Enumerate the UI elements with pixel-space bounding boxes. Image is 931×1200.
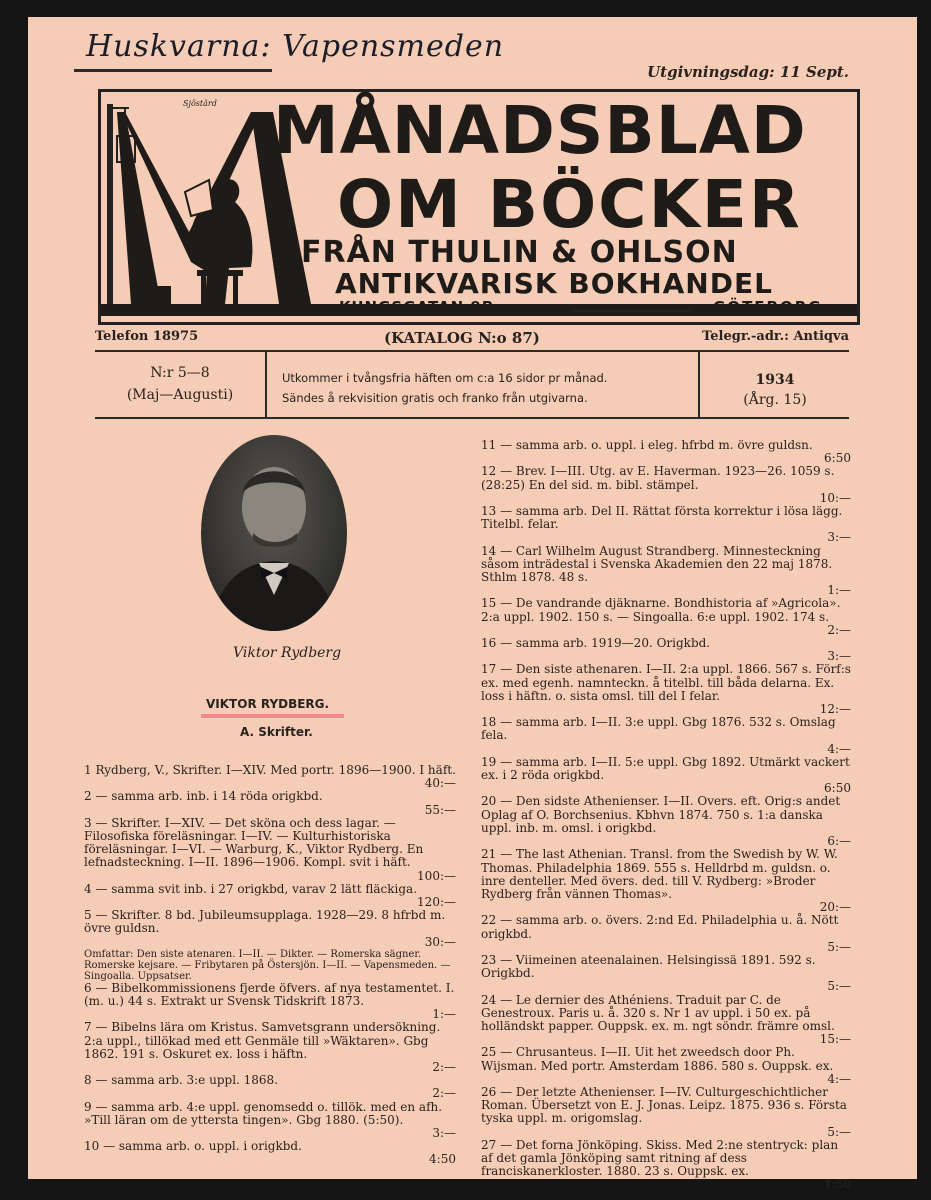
header-rule-top: [95, 350, 849, 352]
handwritten-note: Huskvarna: Vapensmeden: [86, 29, 505, 64]
telegram-address: Telegr.-adr.: Antiqva: [702, 329, 849, 344]
list-item-note: Omfattar: Den siste atenaren. I—II. — Dikter. — Romerska sägner. Romerske kejsare. — Fribytaren på Östersjön. I—II. — Vapensmeden. — Singoalla. Uppsatser.: [84, 948, 451, 982]
list-item: 2 — samma arb. inb. i 14 röda origkbd. 55:—: [84, 789, 456, 817]
masthead-dash: [571, 310, 691, 312]
list-item: 15 — De vandrande djäknarne. Bondhistoria af »Agricola». 2:a uppl. 1902. 150 s. — Singoalla. 6:e uppl. 1902. 174 s. 2:—: [481, 596, 851, 637]
portrait-signature: Viktor Rydberg: [233, 645, 342, 661]
list-item: 3 — Skrifter. I—XIV. — Det sköna och dess lagar. — Filosofiska föreläsningar. I—IV. — Kulturhistoriska föreläsningar. I—VI. — Warburg, K., Viktor Rydberg. En lefnadsteckning. I—II. 1896—1906. Kompl. svit i häft. 100:—: [84, 815, 456, 883]
header-divider-left: [265, 350, 267, 417]
section-title: VIKTOR RYDBERG.: [206, 697, 330, 711]
masthead-city: GÖTEBORG: [713, 298, 823, 316]
masthead-line2: OM BÖCKER: [337, 166, 802, 243]
list-item: 18 — samma arb. I—II. 3:e uppl. Gbg 1876. 532 s. Omslag fela. 4:—: [481, 715, 851, 756]
artist-signature: Sjöstärd: [183, 99, 217, 108]
list-item: 7 — Bibelns lära om Kristus. Samvetsgrann undersökning. 2:a uppl., tillökad med ett Genmäle till »Wäktaren». Gbg 1862. 191 s. Oskuret ex. loss i häftn. 2:—: [84, 1020, 456, 1075]
list-item: 21 — The last Athenian. Transl. from the Swedish by W. W. Thomas. Philadelphia 1869. 555 s. Helldrbd m. guldsn. o. inre denteller. Med övers. ded. till V. Rydberg: »Broder Rydberg från vännen Thomas». 20:—: [481, 847, 851, 915]
left-column: [84, 764, 456, 1167]
list-item: 9 — samma arb. 4:e uppl. genomsedd o. tillök. med en afh. »Till läran om de yttersta tingen». Gbg 1880. (5:50). 3:—: [84, 1099, 456, 1141]
stool-leg: [233, 276, 238, 304]
stool-seat: [197, 270, 243, 276]
list-item: 8 — samma arb. 3:e uppl. 1868. 2:—: [84, 1073, 456, 1101]
list-item: 26 — Der letzte Athenienser. I—IV. Culturgeschichtlicher Roman. Übersetzt von E. J. Jonas. Leipz. 1875. 936 s. Första tyska uppl. m. origomslag. 5:—: [481, 1084, 851, 1139]
lantern-pole: [107, 104, 113, 304]
list-item: 1 Rydberg, V., Skrifter. I—XIV. Med portr. 1896—1900. I häft. 40:—: [84, 763, 456, 791]
subscription-line1: Utkommer i tvångsfria häften om c:a 16 sidor pr månad.: [282, 371, 608, 385]
section-subtitle: A. Skrifter.: [240, 725, 313, 739]
list-item: 27 — Det forna Jönköping. Skiss. Med 2:ne stentryck: plan af det gamla Jönköping samt ritning af dess franciskanerkloster. 1880. 23 s. Ouppsk. ex. 1:50: [481, 1137, 851, 1192]
list-item: 22 — samma arb. o. övers. 2:nd Ed. Philadelphia u. å. Nött origkbd. 5:—: [481, 913, 851, 954]
issue-date: Utgivningsdag: 11 Sept.: [647, 63, 849, 81]
issue-number: N:r 5—8: [150, 365, 210, 381]
list-item: 19 — samma arb. I—II. 5:e uppl. Gbg 1892. Utmärkt vackert ex. i 2 röda origkbd. 6:50: [481, 754, 851, 796]
masthead-address: KUNGSGATAN 9B: [339, 298, 495, 316]
list-item: 4 — samma svit inb. i 27 origkbd, varav 2 lätt fläckiga. 120:—: [84, 881, 456, 910]
catalog-page: [28, 17, 917, 1192]
issue-volume: (Årg. 15): [743, 392, 807, 408]
issue-year: 1934: [755, 372, 795, 388]
author-portrait: [201, 435, 347, 631]
list-item: 10 — samma arb. o. uppl. i origkbd. 4:50: [84, 1139, 456, 1167]
book-icon: [185, 180, 213, 216]
issue-number-box: [95, 362, 265, 406]
header-rule-bottom: [95, 417, 849, 419]
right-column: [481, 439, 851, 1192]
list-item: 6 — Bibelkommissionens fjerde öfvers. af nya testamentet. I. (m. u.) 44 s. Extrakt ur Svensk Tidskrift 1873. 1:—: [84, 980, 456, 1022]
section-title-highlight: [201, 714, 344, 718]
telephone: Telefon 18975: [95, 329, 199, 344]
book-stack: [145, 286, 171, 304]
list-item: 24 — Le dernier des Athéniens. Traduit par C. de Genestroux. Paris u. å. 320 s. Nr 1 av uppl. i 50 ex. på holländskt papper. Ouppsk. ex. m. ngt söndr. främre omsl. 15:—: [481, 992, 851, 1047]
catalog-number: (KATALOG N:o 87): [384, 329, 540, 347]
masthead-line3: FRÅN THULIN & OHLSON: [301, 235, 738, 270]
list-item: 13 — samma arb. Del II. Rättat första korrektur i lösa lägg. Titelbl. felar. 3:—: [481, 504, 851, 545]
list-item: 5 — Skrifter. 8 bd. Jubileumsupplaga. 1928—29. 8 hfrbd m. övre guldsn. 30:—: [84, 908, 456, 949]
subscription-line2: Sändes å rekvisition gratis och franko från utgivarna.: [282, 391, 588, 405]
list-item: 11 — samma arb. o. uppl. i eleg. hfrbd m. övre guldsn. 6:50: [481, 438, 851, 466]
handwritten-underline: [74, 69, 272, 72]
masthead-line4: ANTIKVARISK BOKHANDEL: [335, 267, 773, 300]
portrait-figure: [201, 435, 347, 631]
list-item: 23 — Viimeinen ateenalainen. Helsingissä 1891. 592 s. Origkbd. 5:—: [481, 952, 851, 994]
list-item: 16 — samma arb. 1919—20. Origkbd. 3:—: [481, 636, 851, 664]
issue-months: (Maj—Augusti): [126, 387, 234, 403]
stool-leg: [201, 276, 206, 304]
list-item: 14 — Carl Wilhelm August Strandberg. Minnesteckning såsom inträdestal i Svenska Akademien den 22 maj 1878. Sthlm 1878. 48 s. 1:—: [481, 543, 851, 598]
list-item: 17 — Den siste athenaren. I—II. 2:a uppl. 1866. 567 s. Förf:s ex. med egenh. namnteckn. å titelbl. till båda delarna. Ex. loss i häftn. o. sista omsl. till del I felar. 12:—: [481, 662, 851, 717]
list-item: 25 — Chrusanteus. I—II. Uit het zweedsch door Ph. Wijsman. Med portr. Amsterdam 1886. 580 s. Ouppsk. ex. 4:—: [481, 1045, 851, 1086]
masthead: [98, 89, 860, 325]
masthead-line1: MÅNADSBLAD: [273, 92, 807, 169]
year-box: [710, 370, 840, 410]
list-item: 20 — Den sidste Athenienser. I—II. Overs. eft. Orig:s andet Oplag af O. Borchsenius. Kbhvn 1874. 750 s. 1:a danska uppl. inb. m. omsl. i origkbd. 6:—: [481, 794, 851, 849]
list-item: 12 — Brev. I—III. Utg. av E. Haverman. 1923—26. 1059 s. (28:25) En del sid. m. bibl. stämpel. 10:—: [481, 464, 851, 505]
subscription-info: [282, 368, 702, 408]
